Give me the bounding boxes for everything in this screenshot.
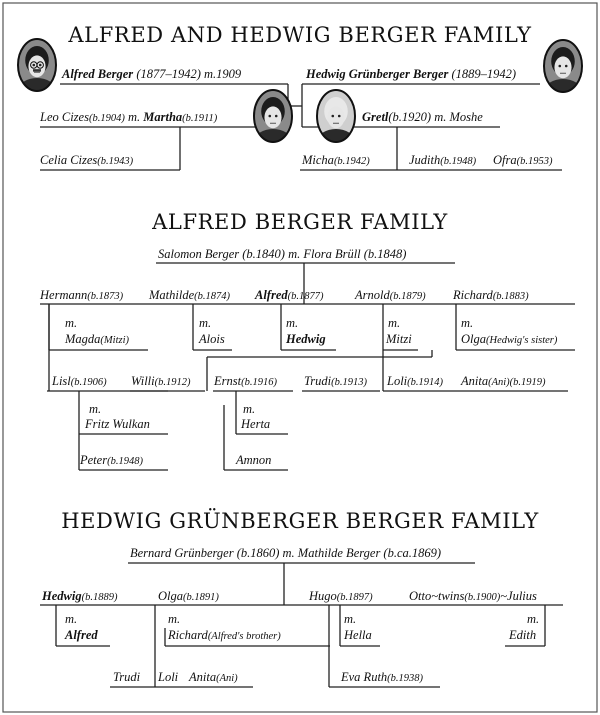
label-part: (b.1919) <box>509 377 546 388</box>
label-s3-hella-m <box>344 612 356 626</box>
label-s1-gretl <box>362 110 483 124</box>
label-part: Fritz Wulkan <box>85 417 150 431</box>
label-s1-ofra <box>493 153 553 167</box>
label-part: Alfred <box>255 288 288 302</box>
label-s2-mathilde <box>148 288 231 302</box>
label-s2-herta-m <box>243 402 255 416</box>
label-s2-arnold <box>354 288 426 302</box>
label-part: (b.1912) <box>154 377 191 388</box>
label-part: (Hedwig's sister) <box>486 335 558 346</box>
label-s2-mitzi-m <box>388 316 400 330</box>
label-part: m. <box>461 316 474 330</box>
label-part: Hedwig Grünberger Berger <box>306 67 449 81</box>
label-part: Hermann <box>40 288 88 302</box>
label-s2-herta <box>240 417 270 431</box>
label-part: (b.1911) <box>182 113 218 124</box>
label-part: Otto~twins <box>409 589 465 603</box>
label-s2-amnon <box>235 453 271 467</box>
label-part: Leo Cizes <box>40 110 89 124</box>
label-part: (Mitzi) <box>100 335 129 346</box>
label-part: ~Julius <box>500 589 537 603</box>
portrait-woman-icon <box>254 90 292 152</box>
label-part: Anita <box>189 670 217 684</box>
label-part: (b.1920) m. Moshe <box>388 110 483 124</box>
label-part: (b.1900) <box>464 592 501 603</box>
label-s3-alfred <box>64 628 98 642</box>
label-s2-alfred <box>254 288 324 302</box>
portrait-woman-icon <box>544 40 582 102</box>
label-part: Hugo <box>309 589 337 603</box>
label-part: (b.1914) <box>407 377 444 388</box>
label-part: Micha <box>302 153 334 167</box>
label-s3-richard-m <box>168 612 180 626</box>
label-part: Magda <box>65 332 101 346</box>
section-title-alfred: ALFRED BERGER FAMILY <box>152 210 448 234</box>
label-part: Ernst <box>214 374 242 388</box>
label-part: m. <box>124 110 144 124</box>
label-part: Alfred Berger <box>62 67 134 81</box>
label-part: Ofra <box>493 153 517 167</box>
label-s2-parents <box>158 247 406 261</box>
label-part: Martha <box>143 110 183 124</box>
label-part: (b.1874) <box>194 291 231 302</box>
label-part: Willi <box>131 374 155 388</box>
label-s3-edith <box>508 628 536 642</box>
label-part: (b.1916) <box>241 377 277 388</box>
label-part: (b.1948) <box>440 156 477 167</box>
label-part: Trudi <box>113 670 141 684</box>
portrait-girl-icon <box>317 90 355 152</box>
label-s2-fritz <box>84 417 150 431</box>
label-part: (1889–1942) <box>448 67 517 81</box>
label-s3-anita <box>188 670 238 684</box>
label-part: Amnon <box>236 453 272 467</box>
label-s3-alfred-m <box>65 612 77 626</box>
label-part: Alfred <box>65 628 98 642</box>
label-part: (b.1889) <box>81 592 118 603</box>
label-part: (b.1873) <box>87 291 124 302</box>
label-s2-hermann <box>39 288 124 302</box>
label-part: Hedwig <box>42 589 82 603</box>
label-part: (b.1879) <box>389 291 426 302</box>
label-part: m. <box>168 612 181 626</box>
label-part: Loli <box>158 670 179 684</box>
label-part: Edith <box>509 628 537 642</box>
label-part: Olga <box>158 589 183 603</box>
label-s3-twins <box>409 589 537 603</box>
label-s2-hedwig-m <box>286 316 298 330</box>
label-part: m. <box>65 612 78 626</box>
label-part: m. <box>388 316 401 330</box>
label-s1-micha <box>301 153 370 167</box>
label-part: Celia Cizes <box>40 153 98 167</box>
label-part: m. <box>527 612 540 626</box>
label-s2-lisl <box>51 374 107 388</box>
label-s3-olga <box>158 589 219 603</box>
label-s2-ernst <box>213 374 277 388</box>
label-part: Hedwig <box>286 332 326 346</box>
label-s1-hedwig <box>305 67 516 81</box>
label-part: Loli <box>387 374 408 388</box>
label-s2-trudi <box>304 374 367 388</box>
label-s2-fritz-m <box>89 402 101 416</box>
label-s2-alois <box>198 332 225 346</box>
label-s2-hedwig <box>285 332 326 346</box>
label-s1-alfred <box>61 67 242 81</box>
label-s3-hedwig <box>41 589 118 603</box>
label-s3-hugo <box>308 589 373 603</box>
label-part: m. <box>199 316 212 330</box>
section-title-alfred-hedwig: ALFRED AND HEDWIG BERGER FAMILY <box>68 23 532 47</box>
label-s3-loli <box>157 670 179 684</box>
label-part: (Ani) <box>216 673 238 684</box>
label-s3-trudi <box>113 670 141 684</box>
label-s2-magda-m <box>65 316 77 330</box>
label-part: Alois <box>199 332 225 346</box>
label-part: Olga <box>461 332 486 346</box>
label-s2-peter <box>79 453 143 467</box>
portrait-photos <box>18 39 582 152</box>
label-part: (b.1877) <box>287 291 324 302</box>
label-part: m. <box>286 316 299 330</box>
label-part: (b.1891) <box>183 592 219 603</box>
label-s1-celia <box>40 153 134 167</box>
label-part: (b.1906) <box>70 377 107 388</box>
label-s2-loli <box>386 374 444 388</box>
label-part: (1877–1942) m.1909 <box>133 67 242 81</box>
label-part: (b.1904) <box>88 113 125 124</box>
person-labels <box>39 67 558 684</box>
label-s2-olga <box>461 332 558 346</box>
label-s1-martha <box>39 110 218 124</box>
label-part: Lisl <box>52 374 71 388</box>
label-part: Anita <box>461 374 489 388</box>
label-part: Salomon Berger (b.1840) m. Flora Brüll (b.1848) <box>158 247 407 261</box>
label-part: Mathilde <box>149 288 195 302</box>
label-part: (b.1948) <box>107 456 143 467</box>
label-part: Hella <box>344 628 372 642</box>
label-part: Arnold <box>355 288 390 302</box>
label-part: (b.1953) <box>516 156 553 167</box>
label-s2-anita <box>460 374 546 388</box>
label-s3-richard <box>167 628 281 642</box>
label-part: (b.1913) <box>331 377 367 388</box>
label-part: (b.1897) <box>336 592 373 603</box>
label-part: (b.1938) <box>387 673 424 684</box>
label-s2-richard <box>452 288 529 302</box>
label-part: Bernard Grünberger (b.1860) m. Mathilde Berger (b.ca.1869) <box>130 546 442 560</box>
label-part: (Ani) <box>488 377 510 388</box>
label-part: Judith <box>409 153 441 167</box>
label-part: m. <box>243 402 256 416</box>
label-part: Peter <box>80 453 108 467</box>
label-part: m. <box>344 612 357 626</box>
label-part: Mitzi <box>386 332 412 346</box>
label-part: Trudi <box>304 374 332 388</box>
label-s3-hella <box>343 628 372 642</box>
label-s2-alois-m <box>199 316 211 330</box>
label-s1-judith <box>409 153 477 167</box>
label-part: Gretl <box>362 110 389 124</box>
label-s2-mitzi <box>385 332 412 346</box>
label-part: (Alfred's brother) <box>207 631 281 642</box>
label-part: (b.1943) <box>97 156 134 167</box>
label-part: m. <box>89 402 102 416</box>
label-part: (b.1883) <box>492 291 529 302</box>
label-part: m. <box>65 316 78 330</box>
label-s2-olga-m <box>461 316 473 330</box>
label-part: Richard <box>453 288 493 302</box>
section-title-hedwig: HEDWIG GRÜNBERGER BERGER FAMILY <box>61 509 539 533</box>
label-part: Richard <box>168 628 208 642</box>
label-s3-parents <box>130 546 441 560</box>
label-s3-evaruth <box>340 670 424 684</box>
label-s3-edith-m <box>527 612 539 626</box>
portrait-man-icon <box>18 39 56 101</box>
label-part: (b.1942) <box>333 156 370 167</box>
label-part: Eva Ruth <box>341 670 388 684</box>
label-part: Herta <box>241 417 271 431</box>
label-s2-magda <box>64 332 130 346</box>
label-s2-willi <box>131 374 191 388</box>
